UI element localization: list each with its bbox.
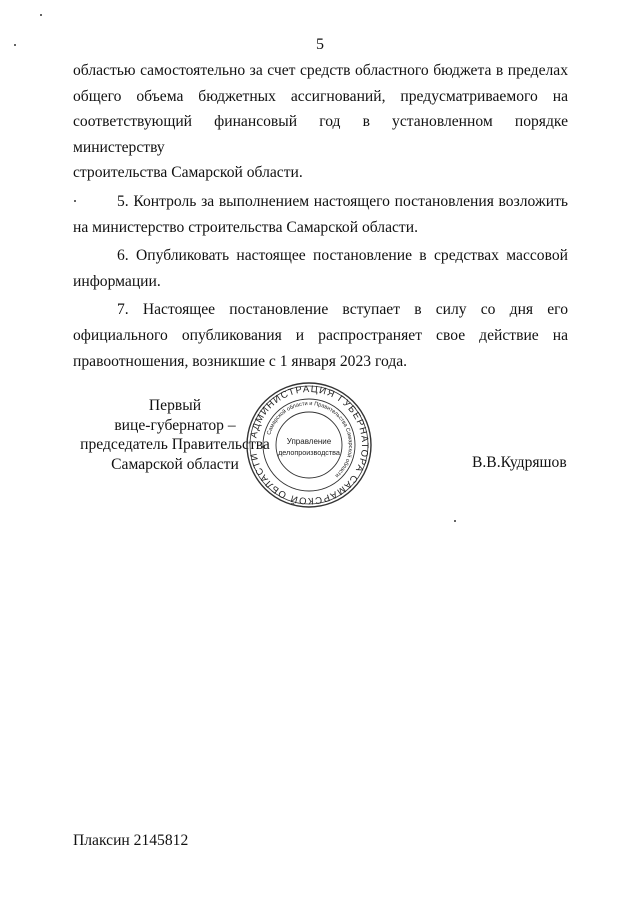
- official-seal-stamp: [244, 380, 374, 510]
- signatory-title-line: Самарской области: [111, 455, 239, 473]
- text-line: общего объема бюджетных ассигнований, предусматриваемого на: [73, 87, 568, 105]
- scan-speck: [74, 200, 76, 202]
- signatory-title: [80, 396, 270, 474]
- text-line: соответствующий финансовый год в установленном порядке министерству: [73, 113, 568, 156]
- page-number: 5: [316, 36, 324, 53]
- text-line: официального опубликования и распространяет свое действие на: [73, 326, 568, 344]
- paragraph-3: [73, 243, 568, 294]
- body-text: [73, 58, 568, 374]
- paragraph-1: [73, 58, 568, 186]
- text-line: 6. Опубликовать настоящее постановление в средствах массовой: [117, 247, 568, 265]
- scan-speck: [14, 44, 16, 46]
- text-line: 7. Настоящее постановление вступает в силу со дня его: [117, 301, 568, 319]
- paragraph-4: [73, 297, 568, 374]
- executor-note: Плаксин 2145812: [73, 832, 189, 849]
- paragraph-2: [73, 189, 568, 240]
- text-line: 5. Контроль за выполнением настоящего постановления возложить: [117, 192, 568, 210]
- signatory-name: В.В.Кудряшов: [472, 454, 567, 471]
- seal-center-line-2: делопроизводства: [278, 448, 340, 457]
- text-line: информации.: [73, 272, 161, 290]
- text-line: на министерство строительства Самарской области.: [73, 218, 418, 236]
- signatory-title-line: вице-губернатор –: [114, 416, 236, 434]
- scan-speck: [40, 14, 42, 16]
- seal-outer-text: АДМИНИСТРАЦИЯ ГУБЕРНАТОРА САМАРСКОЙ ОБЛАСТИ: [248, 383, 371, 507]
- text-line: областью самостоятельно за счет средств областного бюджета в пределах: [73, 62, 568, 79]
- seal-inner-text: Самарской области и Правительства Самарской области: [266, 400, 354, 479]
- text-line: строительства Самарской области.: [73, 164, 303, 182]
- signatory-title-line: Первый: [148, 397, 202, 414]
- seal-center-line-1: Управление: [286, 437, 332, 446]
- scan-speck: [454, 520, 456, 522]
- text-line: правоотношения, возникшие с 1 января 2023 года.: [73, 352, 408, 370]
- signatory-title-line: председатель Правительства: [80, 436, 270, 453]
